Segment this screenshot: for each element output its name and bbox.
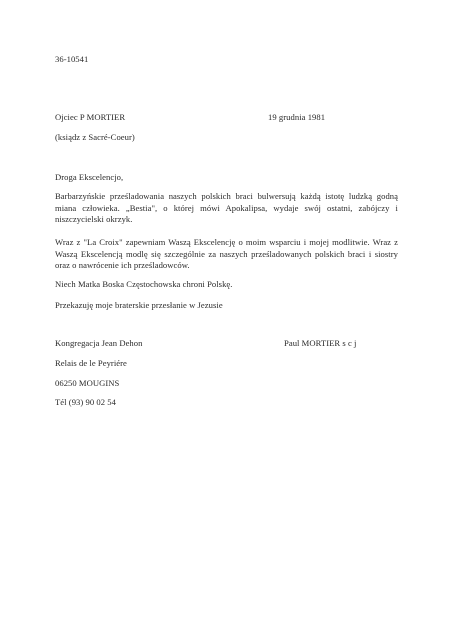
address-line-2: 06250 MOUGINS	[55, 378, 120, 388]
body-paragraph-1: Barbarzyńskie prześladowania naszych polskich braci bulwersują każdą istotę ludzką godną miana człowieka. „Bestia", o której mówi Apokalipsa, wydaje swój ostatni, zabójczy i niszczycielski okrzyk.	[55, 191, 398, 225]
congregation-name: Kongregacja Jean Dehon	[55, 338, 143, 348]
letter-date: 19 grudnia 1981	[268, 112, 326, 122]
phone-number: Tél (93) 90 02 54	[55, 397, 116, 407]
document-reference: 36-10541	[55, 54, 89, 64]
sender-name: Ojciec P MORTIER	[55, 112, 126, 122]
sender-title: (ksiądz z Sacré-Coeur)	[55, 132, 135, 142]
body-paragraph-3: Niech Matka Boska Częstochowska chroni Polskę.	[55, 279, 233, 289]
address-line-1: Relais de le Peyriére	[55, 358, 127, 368]
signature: Paul MORTIER s c j	[284, 338, 357, 348]
salutation: Droga Ekscelencjo,	[55, 172, 124, 182]
closing-line: Przekazuję moje braterskie przesłanie w Jezusie	[55, 300, 223, 310]
body-paragraph-2: Wraz z "La Croix" zapewniam Waszą Ekscelencję o moim wsparciu i mojej modlitwie. Wraz z Waszą Ekscelencją modlę się szczególnie za naszych prześladowanych polskich braci i siostry oraz o nawrócenie ich prześladowców.	[55, 237, 398, 271]
